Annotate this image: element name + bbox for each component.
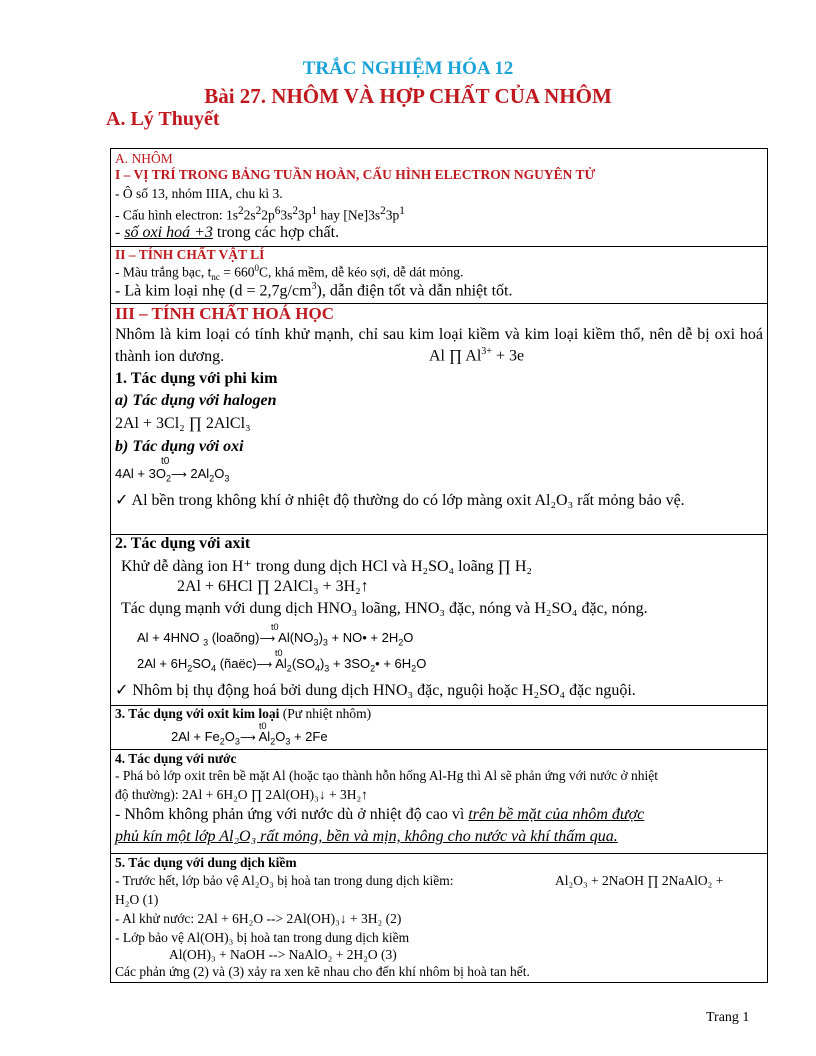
document-title: TRẮC NGHIỆM HÓA 12 bbox=[302, 58, 514, 79]
alkali-heading: 5. Tác dụng với dung dịch kiềm bbox=[115, 855, 297, 870]
alkali-line-2: H₂O (1) bbox=[115, 892, 159, 907]
physical-line-1: - Màu trắng bạc, $t_{nc} = 660^0C$, khá mềm, dễ kéo sợi, dễ dát mỏng. bbox=[115, 263, 464, 283]
oxygen-equation: $4Al + 3O_2⟶$ $2Al_2O_3$ bbox=[115, 466, 230, 484]
nonmetal-heading: 1. Tác dụng với phi kim bbox=[115, 370, 278, 387]
water-line-2: độ thường): 2Al + 6H₂O ∏ 2Al(OH)₃↓ + 3H₂↑ bbox=[115, 787, 368, 802]
water-line-3: - Nhôm không phản ứng với nước dù ở nhiệt độ cao vì trên bề mặt của nhôm được bbox=[115, 806, 645, 823]
heat-label-thermite: t0 bbox=[259, 721, 267, 731]
section-i-heading: I – VỊ TRÍ TRONG BẢNG TUẦN HOÀN, CẤU HÌNH ELECTRON NGUYÊN TỬ bbox=[115, 167, 596, 182]
alumina-equation: Al₂O₃ + 2NaOH ∏ 2NaAlO₂ + bbox=[555, 873, 724, 888]
row-thermite bbox=[111, 705, 767, 750]
heat-label-h2so4: t0 bbox=[275, 648, 283, 658]
reducing-property-text: Nhôm là kim loại có tính khử mạnh, chỉ sau kim loại kiềm và kim loại kiềm thổ, nên dễ bị oxi hoá thành ion dương. bbox=[115, 326, 763, 365]
row-alkali bbox=[111, 853, 767, 982]
oxidation-state-line: - số oxi hoá +3 trong các hợp chất. bbox=[115, 224, 340, 241]
section-heading: A. Lý Thuyết bbox=[106, 108, 220, 130]
ionization-equation: Al ∏ $Al^{3+} + 3e$ bbox=[429, 346, 525, 365]
row-physical bbox=[111, 246, 767, 304]
hno3-equation: Al + 4HNO $_3$ (loaõng)⟶ $Al(NO_3)_3$ + NO• + $2H_2O$ bbox=[137, 630, 414, 648]
page-number: Trang 1 bbox=[706, 1010, 750, 1025]
heat-label: t0 bbox=[161, 456, 170, 467]
alkali-line-3: - Al khử nước: 2Al + 6H₂O --> 2Al(OH)₃↓ + 3H₂ (2) bbox=[115, 911, 402, 926]
section-ii-heading: II – TÍNH CHẤT VẬT LÍ bbox=[115, 247, 265, 262]
electron-config-line: - Cấu hình electron: $1s^22s^22p^63s^23p^1$ hay $[Ne]3s^23p^1$ bbox=[115, 205, 405, 223]
water-heading: 4. Tác dụng với nước bbox=[115, 751, 237, 766]
row-position bbox=[111, 149, 767, 247]
heat-label-hno3: t0 bbox=[271, 622, 279, 632]
part-a-heading: A. NHÔM bbox=[115, 151, 173, 166]
section-iii-heading: III – TÍNH CHẤT HOÁ HỌC bbox=[115, 304, 334, 323]
row-acid bbox=[111, 534, 767, 706]
oxygen-heading: b) Tác dụng với oxi bbox=[115, 438, 244, 455]
row-chemical bbox=[111, 303, 767, 535]
physical-line-2: - Là kim loại nhẹ $(d = 2,7g/cm^3)$, dẫn điện tốt và dẫn nhiệt tốt. bbox=[115, 281, 513, 300]
acid-line-2: Tác dụng mạnh với dung dịch HNO₃ loãng, HNO₃ đặc, nóng và H₂SO₄ đặc, nóng. bbox=[121, 600, 648, 617]
alkali-line-6: Các phản ứng (2) và (3) xảy ra xen kẽ nhau cho đến khí nhôm bị hoà tan hết. bbox=[115, 964, 530, 979]
lesson-title: Bài 27. NHÔM VÀ HỢP CHẤT CỦA NHÔM bbox=[204, 84, 612, 108]
alkali-line-1: - Trước hết, lớp bảo vệ Al₂O₃ bị hoà tan trong dung dịch kiềm: bbox=[115, 873, 454, 888]
hcl-equation: 2Al + 6HCl ∏ 2AlCl₃ + 3H₂↑ bbox=[177, 578, 369, 595]
halogen-heading: a) Tác dụng với halogen bbox=[115, 392, 277, 409]
h2so4-equation: $2Al + 6H_2SO_4$ (ñaëc)⟶ $Al_2(SO_4)_3$ + $3SO_2• + 6H_2O$ bbox=[137, 656, 427, 674]
thermite-equation: $2Al + Fe_2O_3⟶$ $Al_2O_3 + 2Fe$ bbox=[171, 729, 328, 747]
alkali-line-5: Al(OH)₃ + NaOH --> NaAlO₂ + 2H₂O (3) bbox=[169, 947, 397, 962]
acid-heading: 2. Tác dụng với axit bbox=[115, 535, 251, 552]
alkali-line-4: - Lớp bảo vệ Al(OH)₃ bị hoà tan trong dung dịch kiềm bbox=[115, 930, 410, 945]
theory-table bbox=[110, 148, 768, 983]
passivation-note: ✓ Nhôm bị thụ động hoá bởi dung dịch HNO₃ đặc, nguội hoặc H₂SO₄ đặc nguội. bbox=[115, 682, 636, 699]
oxide-layer-note: ✓ Al bền trong không khí ở nhiệt độ thường do có lớp màng oxit Al₂O₃ rất mỏng bảo vệ. bbox=[115, 492, 685, 509]
halogen-equation: 2Al + 3Cl₂ ∏ 2AlCl₃ bbox=[115, 415, 251, 432]
acid-line-1: Khử dễ dàng ion H⁺ trong dung dịch HCl và H₂SO₄ loãng ∏ H₂ bbox=[121, 558, 532, 575]
water-line-4: phủ kín một lớp Al₂O₃ rất mỏng, bền và mịn, không cho nước và khí thấm qua. bbox=[115, 828, 618, 845]
row-water bbox=[111, 749, 767, 854]
position-line: - Ô số 13, nhóm IIIA, chu kì 3. bbox=[115, 186, 283, 201]
thermite-heading: 3. Tác dụng với oxit kim loại (Pư nhiệt nhôm) bbox=[115, 706, 372, 721]
water-line-1: - Phá bỏ lớp oxit trên bề mặt Al (hoặc tạo thành hỗn hống Al-Hg thì Al sẽ phản ứng với nước ở nhiệt bbox=[115, 768, 658, 783]
